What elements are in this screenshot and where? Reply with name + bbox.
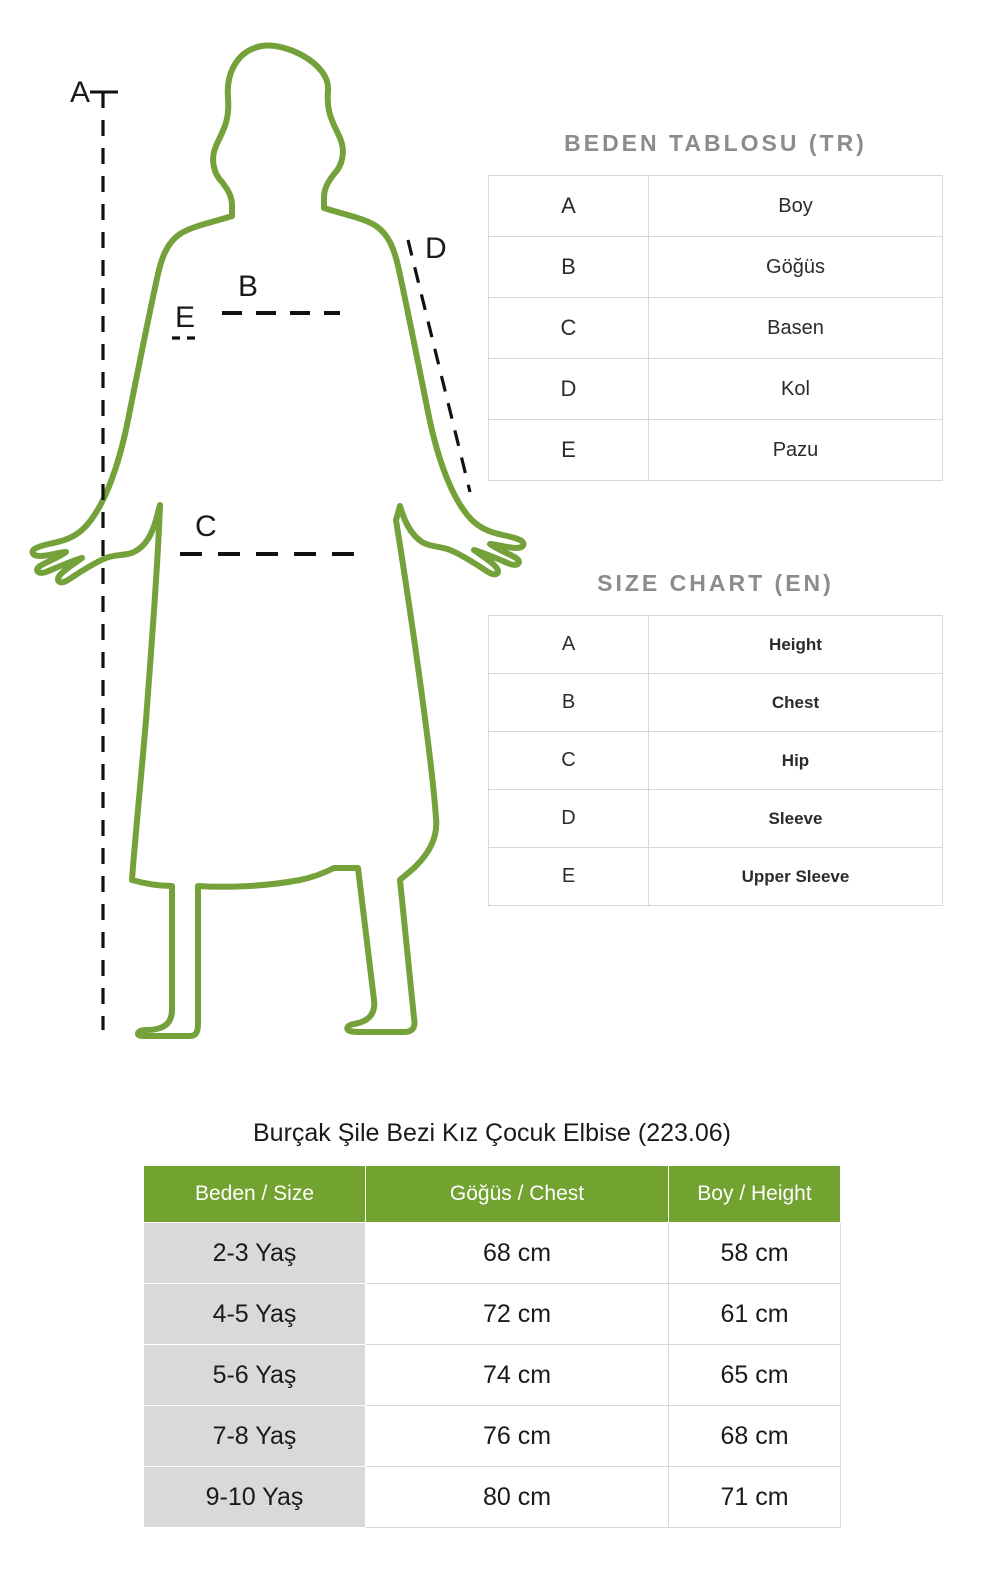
- table-row: [144, 1467, 841, 1528]
- table-row: [144, 1284, 841, 1345]
- column-header-chest: Göğüs / Chest: [366, 1166, 669, 1223]
- table-row: [489, 848, 943, 906]
- figure-label-a: A: [70, 76, 91, 109]
- cell-size: 7-8 Yaş: [144, 1406, 366, 1467]
- cell-size: 9-10 Yaş: [144, 1467, 366, 1528]
- legend-value: Hip: [649, 732, 943, 790]
- table-row: [144, 1406, 841, 1467]
- legend-key: B: [489, 674, 649, 732]
- table-row: [489, 420, 943, 481]
- cell-chest: 76 cm: [366, 1406, 669, 1467]
- measurement-figure: [0, 0, 530, 1070]
- figure-label-b: B: [238, 270, 259, 303]
- cell-height: 58 cm: [669, 1223, 841, 1284]
- legend-value: Basen: [649, 298, 943, 359]
- legend-key: D: [489, 359, 649, 420]
- legend-english-table: [488, 615, 943, 906]
- legend-key: E: [489, 420, 649, 481]
- cell-chest: 68 cm: [366, 1223, 669, 1284]
- legend-key: A: [489, 176, 649, 237]
- legend-english-title: SIZE CHART (EN): [597, 570, 834, 596]
- legend-value: Boy: [649, 176, 943, 237]
- table-row: [489, 732, 943, 790]
- cell-height: 68 cm: [669, 1406, 841, 1467]
- legend-key: C: [489, 732, 649, 790]
- legend-value: Sleeve: [649, 790, 943, 848]
- legend-value: Upper Sleeve: [649, 848, 943, 906]
- body-outline-illustration: [0, 0, 530, 1070]
- size-table-grid: [143, 1100, 841, 1528]
- table-row: [144, 1223, 841, 1284]
- cell-chest: 72 cm: [366, 1284, 669, 1345]
- table-row: [489, 237, 943, 298]
- legend-value: Pazu: [649, 420, 943, 481]
- legend-key: D: [489, 790, 649, 848]
- legend-key: C: [489, 298, 649, 359]
- legend-key: B: [489, 237, 649, 298]
- legend-english: [488, 570, 943, 906]
- legend-turkish-title: BEDEN TABLOSU (TR): [564, 130, 867, 156]
- cell-chest: 80 cm: [366, 1467, 669, 1528]
- table-row: [489, 359, 943, 420]
- legend-value: Kol: [649, 359, 943, 420]
- size-table: [143, 1100, 840, 1528]
- table-row: [489, 790, 943, 848]
- table-row: [489, 674, 943, 732]
- table-row: [489, 298, 943, 359]
- figure-label-c: C: [195, 510, 217, 543]
- legend-value: Height: [649, 616, 943, 674]
- table-row: [489, 176, 943, 237]
- cell-height: 71 cm: [669, 1467, 841, 1528]
- size-table-header-row: [144, 1166, 841, 1223]
- column-header-height: Boy / Height: [669, 1166, 841, 1223]
- legend-key: A: [489, 616, 649, 674]
- legend-turkish: [488, 130, 943, 481]
- cell-size: 5-6 Yaş: [144, 1345, 366, 1406]
- legend-value: Chest: [649, 674, 943, 732]
- cell-chest: 74 cm: [366, 1345, 669, 1406]
- product-title: Burçak Şile Bezi Kız Çocuk Elbise (223.06): [144, 1101, 841, 1166]
- cell-height: 61 cm: [669, 1284, 841, 1345]
- cell-size: 2-3 Yaş: [144, 1223, 366, 1284]
- figure-label-d: D: [425, 232, 447, 265]
- cell-size: 4-5 Yaş: [144, 1284, 366, 1345]
- cell-height: 65 cm: [669, 1345, 841, 1406]
- table-row: [489, 616, 943, 674]
- column-header-size: Beden / Size: [144, 1166, 366, 1223]
- legend-value: Göğüs: [649, 237, 943, 298]
- legend-turkish-table: [488, 175, 943, 481]
- size-table-caption-row: [144, 1101, 841, 1166]
- legend-key: E: [489, 848, 649, 906]
- figure-label-e: E: [175, 301, 196, 334]
- table-row: [144, 1345, 841, 1406]
